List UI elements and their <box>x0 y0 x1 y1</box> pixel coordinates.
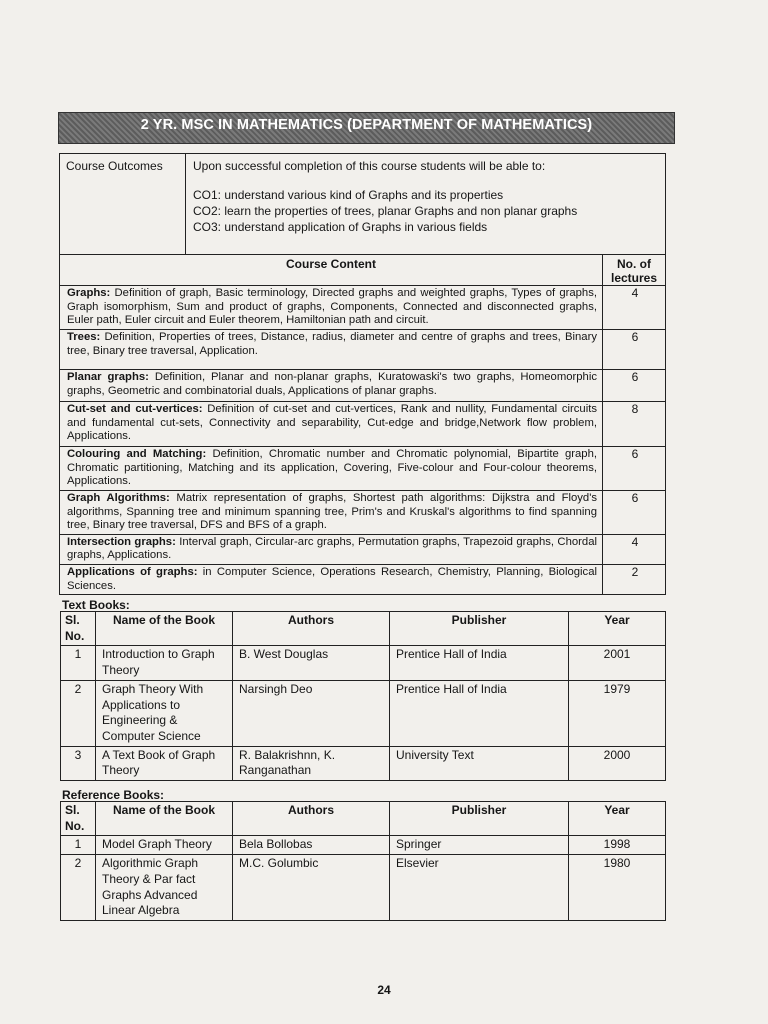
col-header: Sl. No. <box>61 802 96 836</box>
reference-books-heading: Reference Books: <box>62 788 165 802</box>
content-header-row <box>60 255 666 286</box>
topic-row <box>60 401 666 446</box>
topic-text <box>60 490 603 534</box>
cell-authors: M.C. Golumbic <box>233 855 390 921</box>
topic-lectures: 2 <box>603 564 666 594</box>
cell-publisher: Elsevier <box>390 855 569 921</box>
topic-text <box>60 446 603 490</box>
cell-year: 2000 <box>569 746 666 780</box>
reference-books-table <box>60 801 666 921</box>
topic-text <box>60 401 603 446</box>
topic-lectures: 4 <box>603 534 666 564</box>
topic-lectures: 6 <box>603 446 666 490</box>
cell-name: Graph Theory With Applications to Engineering & Computer Science <box>96 680 233 746</box>
topic-desc: Definition, Planar and non-planar graphs, Kuratowaski's two graphs, Homeomorphic graphs, Geometric and combinatorial duals, Applications of planar graphs. <box>67 370 597 397</box>
col-header: Sl. No. <box>61 612 96 646</box>
topic-title: Graphs: <box>67 287 111 300</box>
topic-desc: Definition of graph, Basic terminology, Directed graphs and weighted graphs, Types of graphs, Graph isomorphism, Sum and product of graphs, Components, Connected and disconnected graphs, Euler path, Euler circuit and Euler theorem, Hamiltonian path and circuit. <box>67 287 597 327</box>
topic-row <box>60 564 666 594</box>
cell-authors: Bela Bollobas <box>233 836 390 855</box>
col-header: Name of the Book <box>96 612 233 646</box>
title-banner <box>58 112 675 144</box>
text-books-heading: Text Books: <box>62 598 130 612</box>
cell-year: 1998 <box>569 836 666 855</box>
cell-name: Introduction to Graph Theory <box>96 646 233 680</box>
cell-sl: 1 <box>61 646 96 680</box>
cell-publisher: Prentice Hall of India <box>390 646 569 680</box>
col-header: Publisher <box>390 612 569 646</box>
cell-year: 2001 <box>569 646 666 680</box>
topic-title: Trees: <box>67 330 101 343</box>
topic-title: Colouring and Matching: <box>67 447 207 460</box>
topic-row <box>60 490 666 534</box>
topic-text <box>60 329 603 369</box>
outcomes-intro: Upon successful completion of this course students will be able to: <box>193 159 546 173</box>
topic-text <box>60 286 603 330</box>
topic-lectures: 6 <box>603 369 666 401</box>
col-header: Authors <box>233 612 390 646</box>
cell-year: 1980 <box>569 855 666 921</box>
cell-publisher: Prentice Hall of India <box>390 680 569 746</box>
topic-desc: Definition, Chromatic number and Chromatic polynomial, Bipartite graph, Chromatic partitioning, Matching and its application, Covering, Five-colour and Four-colour theorems, Applications. <box>67 447 597 488</box>
table-row <box>61 680 666 746</box>
lectures-header: No. of lectures <box>603 255 666 286</box>
col-header: Authors <box>233 802 390 836</box>
outcomes-text <box>186 154 666 255</box>
cell-year: 1979 <box>569 680 666 746</box>
cell-publisher: Springer <box>390 836 569 855</box>
topic-row <box>60 446 666 490</box>
topic-lectures: 4 <box>603 286 666 330</box>
table-row <box>61 836 666 855</box>
col-header: Year <box>569 802 666 836</box>
cell-publisher: University Text <box>390 746 569 780</box>
table-header-row <box>61 612 666 646</box>
cell-name: Model Graph Theory <box>96 836 233 855</box>
topic-title: Applications of graphs: <box>67 565 198 578</box>
course-content-header: Course Content <box>60 255 603 286</box>
title-banner-text: 2 YR. MSC IN MATHEMATICS (DEPARTMENT OF MATHEMATICS) <box>140 117 593 133</box>
cell-authors: B. West Douglas <box>233 646 390 680</box>
outcomes-row <box>60 154 666 255</box>
outcome-item: CO3: understand application of Graphs in various fields <box>193 220 488 234</box>
topic-desc: Interval graph, Circular-arc graphs, Permutation graphs, Trapezoid graphs, Chordal graphs, Applications. <box>67 535 597 562</box>
topic-lectures: 8 <box>603 401 666 446</box>
col-header: Year <box>569 612 666 646</box>
topic-desc: Matrix representation of graphs, Shortest path algorithms: Dijkstra and Floyd's algorithms, Spanning tree and minimum spanning tree, Prim's and Kruskal's algorithms to find spanning tree, Binary tree traversal, DFS and BFS of a graph. <box>67 491 597 532</box>
cell-name: A Text Book of Graph Theory <box>96 746 233 780</box>
topic-title: Planar graphs: <box>67 370 149 383</box>
outcome-item: CO1: understand various kind of Graphs and its properties <box>193 188 504 202</box>
topic-desc: in Computer Science, Operations Research, Chemistry, Planning, Biological Sciences. <box>67 565 597 592</box>
topic-row <box>60 286 666 330</box>
cell-sl: 3 <box>61 746 96 780</box>
cell-sl: 1 <box>61 836 96 855</box>
cell-authors: R. Balakrishnn, K. Ranganathan <box>233 746 390 780</box>
topic-text <box>60 564 603 594</box>
topic-lectures: 6 <box>603 490 666 534</box>
course-table <box>59 153 666 595</box>
table-row <box>61 746 666 780</box>
outcomes-label: Course Outcomes <box>60 154 186 255</box>
col-header: Name of the Book <box>96 802 233 836</box>
topic-lectures: 6 <box>603 329 666 369</box>
topic-text <box>60 534 603 564</box>
cell-name: Algorithmic Graph Theory & Par fact Graphs Advanced Linear Algebra <box>96 855 233 921</box>
topic-row <box>60 534 666 564</box>
topic-text <box>60 369 603 401</box>
table-header-row <box>61 802 666 836</box>
topic-row <box>60 369 666 401</box>
topic-title: Cut-set and cut-vertices: <box>67 402 203 415</box>
col-header: Publisher <box>390 802 569 836</box>
cell-sl: 2 <box>61 855 96 921</box>
text-books-table <box>60 611 666 781</box>
table-row <box>61 646 666 680</box>
topic-desc: Definition, Properties of trees, Distance, radius, diameter and centre of graphs and trees, Binary tree, Binary tree traversal, Application. <box>67 330 597 357</box>
topic-title: Intersection graphs: <box>67 535 176 548</box>
page-number: 24 <box>377 983 391 997</box>
cell-authors: Narsingh Deo <box>233 680 390 746</box>
table-row <box>61 855 666 921</box>
cell-sl: 2 <box>61 680 96 746</box>
topic-title: Graph Algorithms: <box>67 491 170 504</box>
topic-row <box>60 329 666 369</box>
topic-desc: Definition of cut-set and cut-vertices, Rank and nullity, Fundamental circuits and fundamental cut-sets, Connectivity and separability, Cut-edge and bridge,Network flow problem, Applications. <box>67 402 597 443</box>
outcome-item: CO2: learn the properties of trees, planar Graphs and non planar graphs <box>193 204 578 218</box>
